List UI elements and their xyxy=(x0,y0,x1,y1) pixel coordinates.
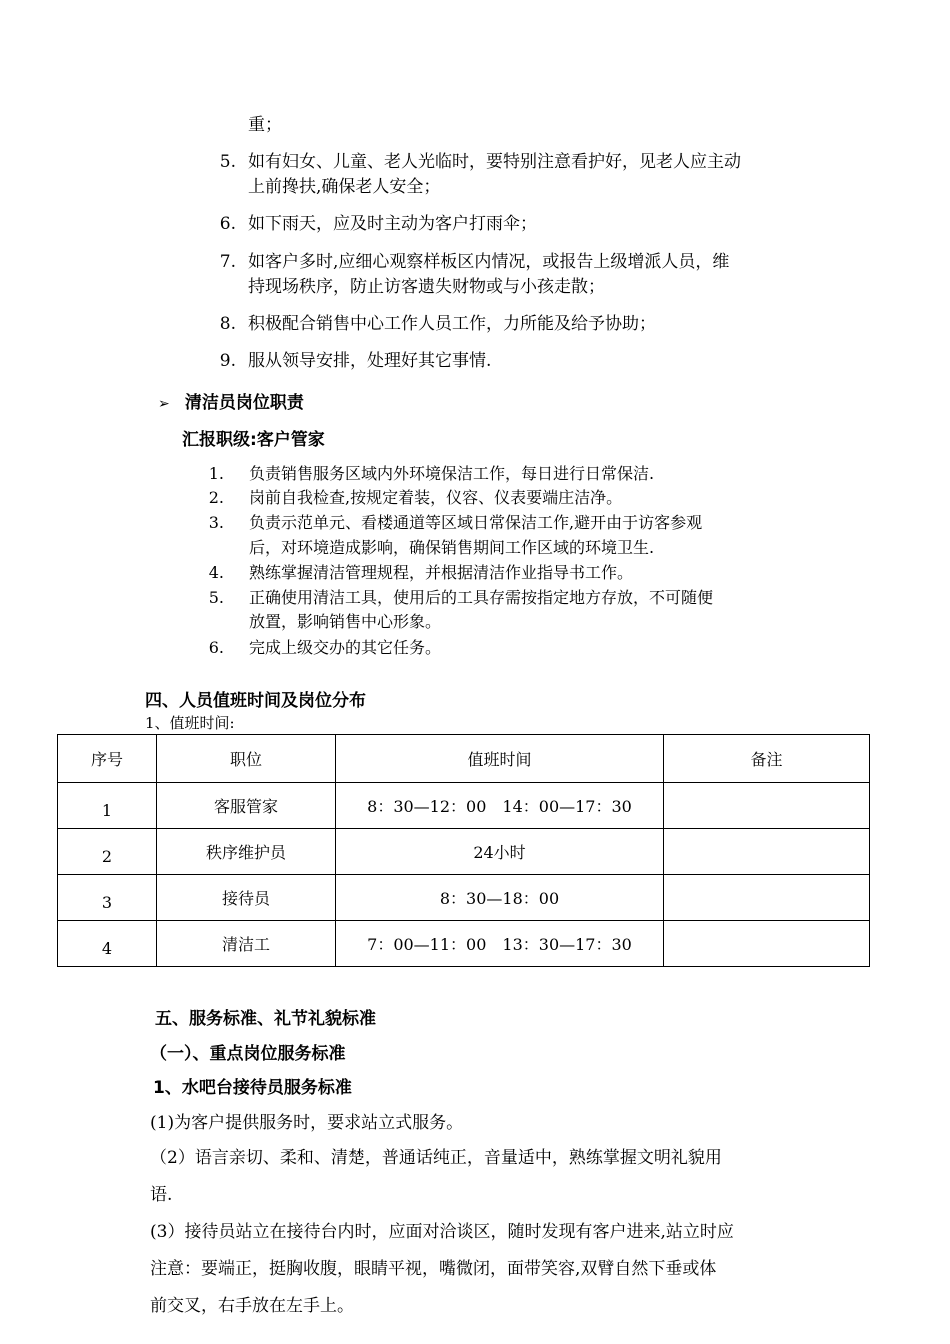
list-item-text: 负责销售服务区域内外环境保洁工作，每日进行日常保洁. xyxy=(249,464,655,483)
section-title: 四、人员值班时间及岗位分布 xyxy=(145,691,366,711)
table-cell: 24小时 xyxy=(336,829,664,875)
list-item-text: 完成上级交办的其它任务。 xyxy=(249,638,442,657)
table-cell xyxy=(664,875,870,921)
table-row xyxy=(58,829,870,875)
section-title: 五、服务标准、礼节礼貌标准 xyxy=(155,1009,376,1029)
list-item-text: 放置，影响销售中心形象。 xyxy=(249,612,442,631)
list-item-text: 后，对环境造成影响，确保销售期间工作区域的环境卫生. xyxy=(249,538,655,557)
table-cell: 秩序维护员 xyxy=(157,829,336,875)
list-item-text: 积极配合销售中心工作人员工作，力所能及给予协助； xyxy=(248,314,656,334)
table-cell: 清洁工 xyxy=(157,921,336,967)
paragraph: 语. xyxy=(150,1185,173,1205)
list-item-text: 重； xyxy=(248,115,282,135)
list-item-text: 如客户多时,应细心观察样板区内情况，或报告上级增派人员，维 xyxy=(248,252,730,272)
duty-table xyxy=(57,734,870,967)
section-heading-cleaner xyxy=(158,388,304,413)
table-header-cell: 职位 xyxy=(157,735,336,783)
list-item-text: 岗前自我检查,按规定着装，仪容、仪表要端庄洁净。 xyxy=(249,488,623,507)
list-item-number: 8. xyxy=(219,314,236,334)
table-header-row xyxy=(58,735,870,783)
subsection-title: （一）、重点岗位服务标准 xyxy=(150,1044,346,1064)
table-row xyxy=(58,921,870,967)
table-cell: 1 xyxy=(58,783,157,829)
table-header-cell: 备注 xyxy=(664,735,870,783)
table-row xyxy=(58,875,870,921)
table-cell: 4 xyxy=(58,921,157,967)
list-item-text: 如下雨天，应及时主动为客户打雨伞； xyxy=(248,214,537,234)
subsection-title: 1、水吧台接待员服务标准 xyxy=(153,1078,352,1098)
list-item-text: 正确使用清洁工具，使用后的工具存需按指定地方存放，不可随便 xyxy=(249,588,714,607)
table-cell: 客服管家 xyxy=(157,783,336,829)
list-item-number: 5. xyxy=(219,152,236,172)
table-header-cell: 值班时间 xyxy=(336,735,664,783)
paragraph: （2）语言亲切、柔和、清楚，普通话纯正，音量适中，熟练掌握文明礼貌用 xyxy=(150,1148,722,1168)
table-cell: 接待员 xyxy=(157,875,336,921)
list-item-text: 服从领导安排，处理好其它事情. xyxy=(248,351,492,371)
list-item-text: 如有妇女、儿童、老人光临时，要特别注意看护好，见老人应主动 xyxy=(248,152,741,172)
list-item-number: 7. xyxy=(219,252,236,272)
list-item-number: 4. xyxy=(208,563,224,582)
list-item-number: 6. xyxy=(219,214,236,234)
paragraph: 注意：要端正，挺胸收腹，眼睛平视，嘴微闭，面带笑容,双臂自然下垂或体 xyxy=(150,1259,717,1279)
list-item-number: 3. xyxy=(208,513,224,532)
arrow-bullet-icon: ➢ xyxy=(158,396,170,412)
paragraph: (3）接待员站立在接待台内时，应面对洽谈区，随时发现有客户进来,站立时应 xyxy=(150,1222,734,1242)
table-cell xyxy=(664,783,870,829)
report-level: 汇报职级:客户管家 xyxy=(182,430,325,450)
list-item-text: 上前搀扶,确保老人安全； xyxy=(248,177,441,197)
list-item-number: 9. xyxy=(219,351,236,371)
table-cell: 8：30—12：00 14：00—17：30 xyxy=(336,783,664,829)
table-cell xyxy=(664,829,870,875)
list-item-text: 负责示范单元、看楼通道等区域日常保洁工作,避开由于访客参观 xyxy=(249,513,703,532)
list-item-text: 熟练掌握清洁管理规程，并根据清洁作业指导书工作。 xyxy=(249,563,634,582)
table-cell: 8：30—18：00 xyxy=(336,875,664,921)
table-cell: 3 xyxy=(58,875,157,921)
table-cell: 2 xyxy=(58,829,157,875)
table-row xyxy=(58,783,870,829)
list-item-number: 5. xyxy=(208,588,224,607)
list-item-number: 6. xyxy=(208,638,224,657)
section-subtitle: 1、值班时间: xyxy=(145,714,235,732)
list-item-number: 2. xyxy=(208,488,224,507)
list-item-continuation xyxy=(248,113,282,137)
list-item-text: 持现场秩序，防止访客遗失财物或与小孩走散； xyxy=(248,277,605,297)
section-heading-text: 清洁员岗位职责 xyxy=(184,393,304,413)
table-cell xyxy=(664,921,870,967)
paragraph: (1)为客户提供服务时，要求站立式服务。 xyxy=(150,1113,464,1133)
table-header-cell: 序号 xyxy=(58,735,157,783)
list-item-number: 1. xyxy=(208,464,224,483)
paragraph: 前交叉，右手放在左手上。 xyxy=(150,1296,354,1316)
table-cell: 7：00—11：00 13：30—17：30 xyxy=(336,921,664,967)
